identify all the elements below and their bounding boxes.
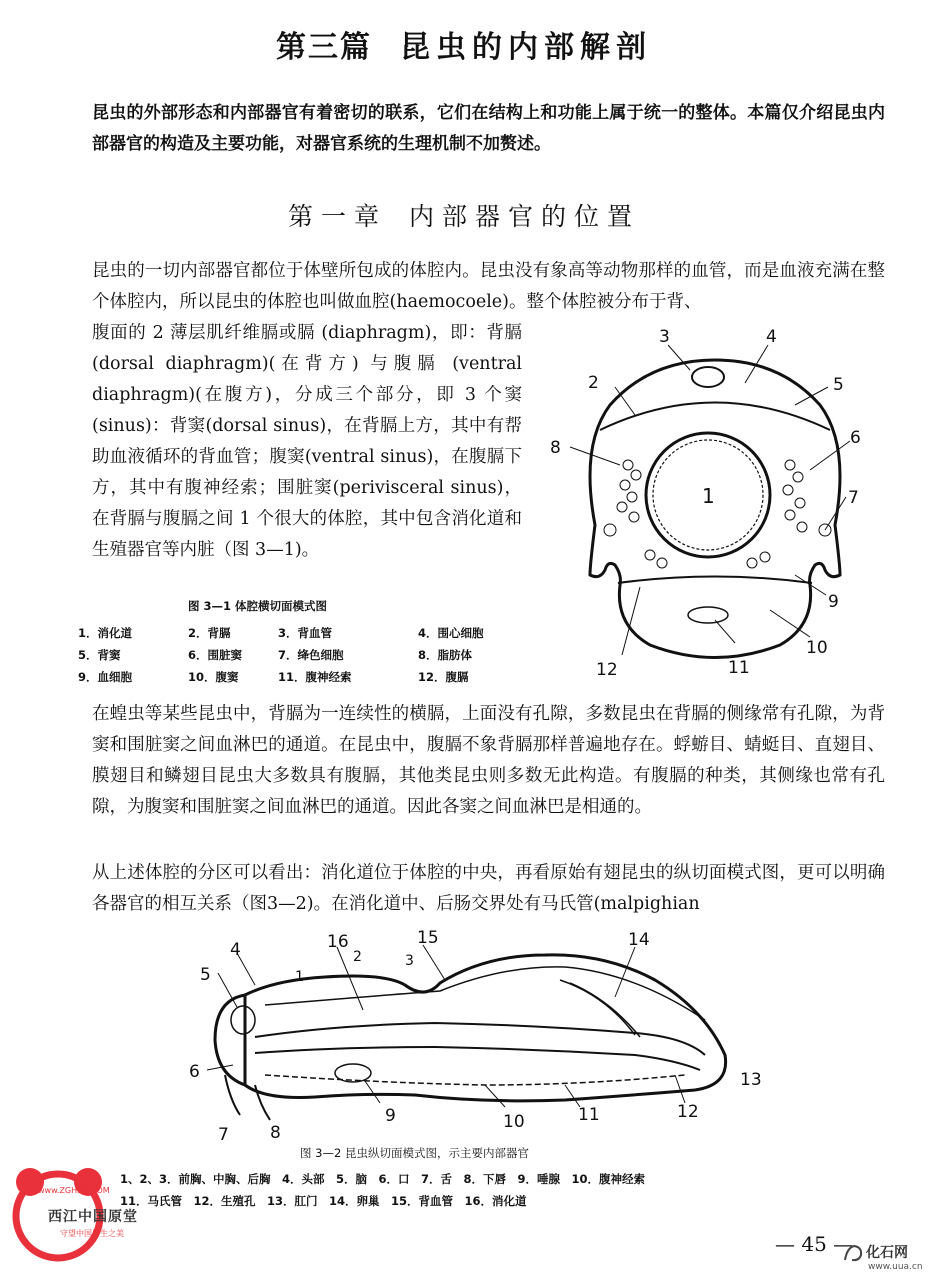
chapter-heading [0, 197, 928, 233]
page-title [0, 22, 928, 66]
fig2-label-9: 9 [385, 1106, 396, 1126]
fig2-label-11: 11 [578, 1105, 600, 1125]
watermark-sub: 守望中国原生之美 [60, 1229, 124, 1238]
fig2-label-5: 5 [200, 965, 211, 985]
fig2-label-1: 1 [295, 969, 304, 985]
legend-item: 11．腹神经索 [278, 670, 352, 684]
fig2-label-16: 16 [327, 932, 349, 952]
fig2-label-13: 13 [740, 1070, 762, 1090]
fig2-label-10: 10 [503, 1112, 525, 1132]
fig1-label-4: 4 [766, 327, 777, 347]
watermark-url: www.ZGHSD.COM [38, 1186, 110, 1195]
legend-item: 7．绛色细胞 [278, 648, 344, 662]
fig1-label-8: 8 [550, 438, 561, 458]
fig2-label-15: 15 [417, 928, 439, 948]
page-number: — 45 — [775, 1232, 854, 1256]
fig1-label-1: 1 [702, 484, 715, 508]
fig1-label-3: 3 [659, 327, 670, 347]
fig2-label-7: 7 [218, 1125, 229, 1145]
legend-item: 9．血细胞 [78, 670, 133, 684]
fig1-label-2: 2 [588, 373, 599, 393]
fig1-label-7: 7 [848, 488, 859, 508]
legend-line: 1、2、3．前胸、中胸、后胸 4．头部 5．脑 6．口 7．舌 8．下唇 9．唾腺 10．腹神经索 [120, 1172, 646, 1186]
legend-item: 10．腹窦 [188, 670, 239, 684]
legend-item: 4．围心细胞 [418, 626, 484, 640]
fig1-label-11: 11 [728, 658, 750, 678]
watermark-logo-right [842, 1240, 922, 1274]
fig1-label-9: 9 [828, 592, 839, 612]
chapter-name: 内部器官的位置 [409, 202, 641, 231]
paragraph-1-narrow: 腹面的 2 薄层肌纤维膈或膈 (diaphragm)，即：背膈 (dorsal diaphragm)(在背方) 与腹膈 (ventral diaphragm)(在腹方)，分成三个部分，即 3 个窦(sinus)：背窦(dorsal sinus)，在背膈上方，其中有帮助血液循环的背血管；腹窦(ventral sinus)，在腹膈下方，其中有腹神经索；围脏窦(perivisceral sinus)，在背膈与腹膈之间 1 个很大的体腔，其中包含消化道和生殖器官等内脏（图 3—1)。 [92, 323, 522, 560]
watermark-right-url: www.uua.cn [868, 1262, 923, 1272]
figure-3-2-legend [120, 1168, 880, 1212]
fig2-label-4: 4 [230, 940, 241, 960]
watermark-main: 西江中国原堂 [48, 1209, 138, 1225]
fig1-label-6: 6 [850, 428, 861, 448]
fig2-label-6: 6 [189, 1062, 200, 1082]
fig2-label-8: 8 [270, 1123, 281, 1143]
watermark-right-main: 化石网 [866, 1245, 908, 1261]
chapter-number: 第一章 [287, 202, 387, 231]
legend-item: 6．围脏窦 [188, 648, 243, 662]
fig2-label-14: 14 [628, 930, 650, 950]
figure-3-1-legend [78, 622, 548, 688]
part-title: 昆虫的内部解剖 [400, 30, 652, 65]
part-label: 第三篇 [276, 30, 372, 65]
fig2-label-12: 12 [677, 1102, 699, 1122]
legend-item: 12．腹膈 [418, 670, 469, 684]
paragraph-1-top: 昆虫的一切内部器官都位于体壁所包成的体腔内。昆虫没有象高等动物那样的血管，而是血液充满在整个体腔内，所以昆虫的体腔也叫做血腔(haemocoele)。整个体腔被分布于背、 [92, 261, 885, 312]
legend-line: 11．马氏管 12．生殖孔 13．肛门 14．卵巢 15．背血管 16．消化道 [120, 1194, 527, 1208]
fig2-label-2: 2 [353, 949, 362, 965]
intro-paragraph: 昆虫的外部形态和内部器官有着密切的联系，它们在结构上和功能上属于统一的整体。本篇仅介绍昆虫内部器官的构造及主要功能，对器官系统的生理机制不加赘述。 [92, 103, 885, 154]
legend-item: 1．消化道 [78, 626, 133, 640]
legend-item: 8．脂肪体 [418, 648, 473, 662]
paragraph-3: 从上述体腔的分区可以看出：消化道位于体腔的中央，再看原始有翅昆虫的纵切面模式图，更可以明确各器官的相互关系（图3—2)。在消化道中、后肠交界处有马氏管(malpighian [92, 863, 885, 914]
fig1-label-10: 10 [806, 638, 828, 658]
legend-item: 2．背膈 [188, 626, 231, 640]
figure-3-1-cross-section [540, 325, 870, 685]
fig1-label-12: 12 [596, 660, 618, 680]
figure-3-2-caption: 图 3—2 昆虫纵切面模式图，示主要内部器官 [300, 1146, 529, 1160]
fossil-icon [842, 1242, 864, 1264]
figure-3-2-longitudinal-section [185, 925, 785, 1145]
legend-item: 5．背窦 [78, 648, 121, 662]
watermark-logo-left [8, 1158, 158, 1270]
figure-3-1-caption: 图 3—1 体腔横切面模式图 [188, 599, 328, 613]
fig1-label-5: 5 [833, 375, 844, 395]
paragraph-2: 在蝗虫等某些昆虫中，背膈为一连续性的横膈，上面没有孔隙，多数昆虫在背膈的侧缘常有孔隙，为背窦和围脏窦之间血淋巴的通道。在昆虫中，腹膈不象背膈那样普遍地存在。蜉蝣目、蜻蜓目、直翅目、膜翅目和鳞翅目昆虫大多数具有腹膈，其他类昆虫则多数无此构造。有腹膈的种类，其侧缘也常有孔隙，为腹窦和围脏窦之间血淋巴的通道。因此各窦之间血淋巴是相通的。 [92, 704, 885, 817]
legend-item: 3．背血管 [278, 626, 333, 640]
fig2-label-3: 3 [405, 953, 414, 969]
